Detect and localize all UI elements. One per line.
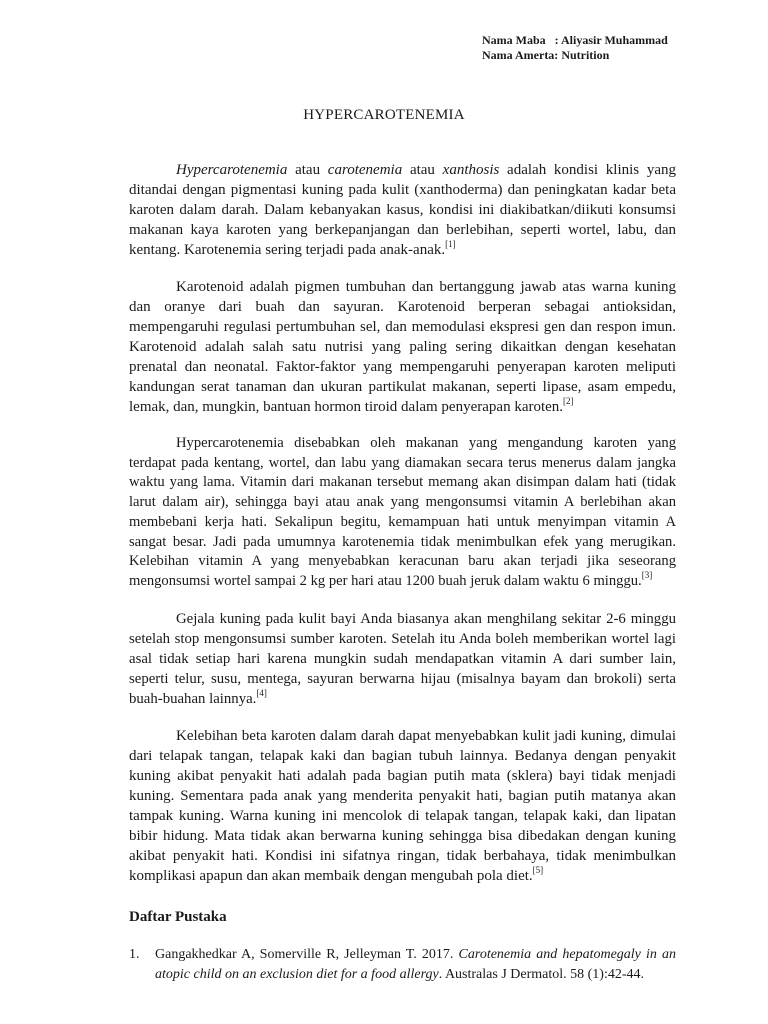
italic-term: Hypercarotenemia xyxy=(176,162,288,178)
references-heading: Daftar Pustaka xyxy=(129,909,227,925)
paragraph-text: Kelebihan beta karoten dalam darah dapat menyebabkan kulit jadi kuning, dimulai dari telapak tangan, telapak kaki dan bagian tubuh lainnya. Bedanya dengan penyakit kuning akibat penyakit hati adalah pada bagian putih mata (sklera) bayi tidak menjadi kuning. Sementara pada anak yang menderita penyakit hati, bagian putih matanya akan tampak kuning. Warna kuning ini mencolok di telapak tangan, telapak kaki, dan lipatan bibir hidung. Mata tidak akan berwarna kuning sehingga bisa dibedakan dengan kuning akibat penyakit hati. Kondisi ini sifatnya ringan, tidak berbahaya, tidak menimbulkan komplikasi apapun dan akan membaik dengan mengubah pola diet. xyxy=(129,727,676,884)
author-header xyxy=(482,33,668,63)
document-body xyxy=(129,160,676,903)
paragraph-4 xyxy=(129,609,676,709)
italic-term: carotenemia xyxy=(327,162,403,178)
paragraph-text: atau xyxy=(287,162,328,178)
nama-maba-row xyxy=(482,33,668,48)
citation-marker: [3] xyxy=(641,570,653,581)
paragraph-1 xyxy=(129,160,676,260)
document-title: HYPERCAROTENEMIA xyxy=(303,107,465,123)
reference-source: . Australas J Dermatol. 58 (1):42-44. xyxy=(438,967,645,982)
paragraph-text: atau xyxy=(402,162,443,178)
paragraph-2 xyxy=(129,277,676,417)
citation-marker: [2] xyxy=(563,396,574,406)
reference-number: 1. xyxy=(129,947,140,962)
reference-text xyxy=(155,945,676,985)
nama-amerta-label: Nama Amerta: xyxy=(482,48,559,62)
nama-amerta-row xyxy=(482,48,668,63)
paragraph-text: Hypercarotenemia disebabkan oleh makanan yang mengandung karoten yang terdapat pada kentang, wortel, dan labu yang diamakan secara terus menerus dalam jangka waktu yang lama. Vitamin dari makanan tersebut memang akan disimpan dalam hati (tidak larut dalam air), sehingga bayi atau anak yang mengonsumsi vitamin A berlebihan akan membebani kerja hati. Sekalipun begitu, kemampuan hati untuk menyimpan vitamin A sangat besar. Jadi pada umumnya karotenemia tidak menimbulkan efek yang merugikan. Kelebihan vitamin A yang menyebabkan keracunan baru akan terjadi jika seseorang mengonsumsi wortel sampai 2 kg per hari atau 1200 buah jeruk dalam waktu 6 minggu. xyxy=(129,435,676,589)
reference-authors: Gangakhedkar A, Somerville R, Jelleyman T. 2017. xyxy=(155,947,459,962)
italic-term: xanthosis xyxy=(442,162,500,178)
citation-marker: [5] xyxy=(532,864,544,875)
paragraph-text: adalah kondisi klinis yang ditandai dengan pigmentasi kuning pada kulit (xanthoderma) dan peningkatan kadar beta karoten dalam darah. Dalam kebanyakan kasus, kondisi ini diakibatkan/diikuti konsumsi makanan kaya karoten yang berkepanjangan dan berlebihan, seperti wortel, labu, dan kentang. Karotenemia sering terjadi pada anak-anak. xyxy=(129,162,677,258)
citation-marker: [1] xyxy=(445,239,456,249)
nama-maba-value: : Aliyasir Muhammad xyxy=(554,33,668,47)
paragraph-text: Karotenoid adalah pigmen tumbuhan dan bertanggung jawab atas warna kuning dan oranye dari buah dan sayuran. Karotenoid berperan sebagai antioksidan, mempengaruhi regulasi pertumbuhan sel, dan memodulasi ekspresi gen dan respon imun. Karotenoid adalah salah satu nutrisi yang paling sering dikaitkan dengan kesehatan prenatal dan neonatal. Faktor-faktor yang mempengaruhi penyerapan karoten meliputi kandungan serat tanaman dan ukuran partikulat makanan, seperti lipase, asam empedu, lemak, dan, mungkin, bantuan hormon tiroid dalam penyerapan karoten. xyxy=(129,279,676,415)
citation-marker: [4] xyxy=(256,687,267,698)
paragraph-5 xyxy=(129,726,676,886)
nama-maba-label: Nama Maba xyxy=(482,33,546,47)
nama-amerta-value: Nutrition xyxy=(561,48,610,62)
paragraph-3 xyxy=(129,434,676,592)
paragraph-text: Gejala kuning pada kulit bayi Anda biasanya akan menghilang sekitar 2-6 minggu setelah stop mengonsumsi sumber karoten. Setelah itu Anda boleh memberikan wortel lagi asal tidak setiap hari karena mungkin sudah mendapatkan vitamin A dari sumber lain, seperti telur, susu, mentega, sayuran berwarna hijau (misalnya bayam dan brokoli) serta buah-buahan lainnya. xyxy=(129,610,676,707)
reference-title: Carotenemia and hepatomegaly in an atopic child on an exclusion diet for a food allergy xyxy=(155,947,676,982)
